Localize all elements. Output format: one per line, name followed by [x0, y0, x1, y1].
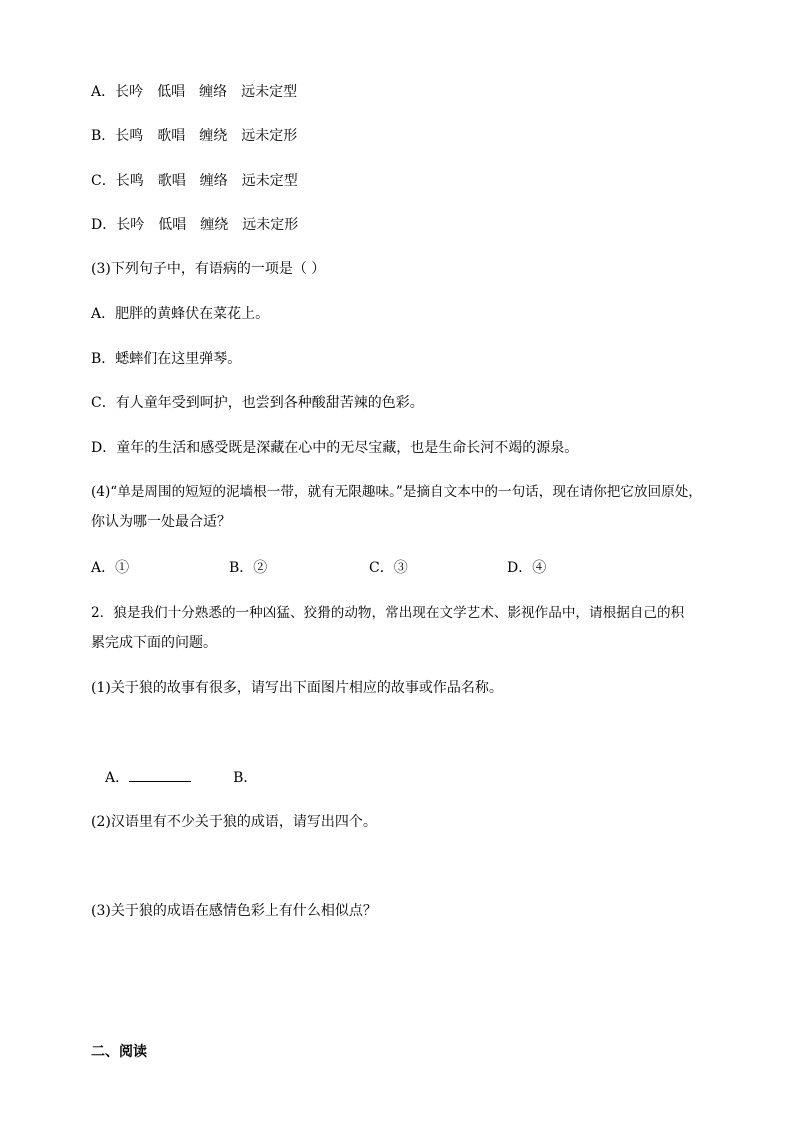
option-letter: C． [91, 173, 116, 189]
option-d: D．④ [507, 560, 547, 576]
option-letter: D． [91, 217, 117, 233]
option-word: 歌唱 [157, 128, 186, 144]
answer-a-label: A． [105, 770, 130, 786]
option-word: 歌唱 [157, 173, 186, 189]
option-word: 长鸣 [115, 173, 144, 189]
answer-b-label: B． [233, 770, 258, 786]
option-word: 长吟 [116, 217, 145, 233]
option-word: 远未定型 [241, 84, 298, 100]
question-2-sub3: (3)关于狼的成语在感情色彩上有什么相似点？ [91, 903, 377, 919]
option-b: B．② [229, 560, 268, 576]
q1-option-c [91, 171, 298, 191]
question-3-option-c: C．有人童年受到呵护，也尝到各种酸甜苦辣的色彩。 [91, 395, 424, 411]
option-word: 缠绕 [200, 217, 229, 233]
option-word: 缠络 [199, 173, 228, 189]
answer-a-blank[interactable] [129, 767, 191, 782]
option-a: A．① [91, 560, 130, 576]
option-word: 缠绕 [199, 128, 228, 144]
option-word: 低唱 [157, 84, 186, 100]
option-word: 长吟 [115, 84, 144, 100]
option-word: 远未定形 [242, 217, 299, 233]
option-word: 长鸣 [115, 128, 144, 144]
question-2-stem-cont: 累完成下面的问题。 [91, 635, 217, 651]
question-4-stem: (4)“单是周围的短短的泥墙根一带，就有无限趣味。”是摘自文本中的一句话，现在请你把它放回原处， [91, 484, 702, 500]
q1-option-d [91, 215, 298, 235]
q1-option-b [91, 126, 297, 146]
option-letter: B． [91, 128, 116, 144]
option-word: 低唱 [158, 217, 187, 233]
question-2-sub1: (1)关于狼的故事有很多，请写出下面图片相应的故事或作品名称。 [91, 680, 503, 696]
question-4-stem-cont: 你认为哪一处最合适？ [91, 514, 231, 530]
question-2-stem: 2．狼是我们十分熟悉的一种凶猛、狡猾的动物，常出现在文学艺术、影视作品中，请根据自己的积 [91, 605, 685, 621]
question-2-sub2: (2)汉语里有不少关于狼的成语，请写出四个。 [91, 814, 377, 830]
option-word: 远未定型 [241, 173, 298, 189]
question-4-options [91, 558, 546, 578]
option-word: 远未定形 [241, 128, 298, 144]
question-3-option-a: A．肥胖的黄蜂伏在菜花上。 [91, 306, 270, 322]
q1-option-a [91, 82, 297, 102]
section-heading-reading: 二、阅读 [91, 1044, 147, 1060]
question-3-stem: (3)下列句子中，有语病的一项是（ ） [91, 261, 326, 277]
question-3-option-d: D．童年的生活和感受既是深藏在心中的无尽宝藏，也是生命长河不竭的源泉。 [91, 440, 579, 456]
option-c: C．③ [369, 560, 408, 576]
question-3-option-b: B．蟋蟀们在这里弹琴。 [91, 351, 242, 367]
option-letter: A． [91, 84, 116, 100]
question-2-answers [105, 767, 257, 788]
option-word: 缠络 [199, 84, 228, 100]
